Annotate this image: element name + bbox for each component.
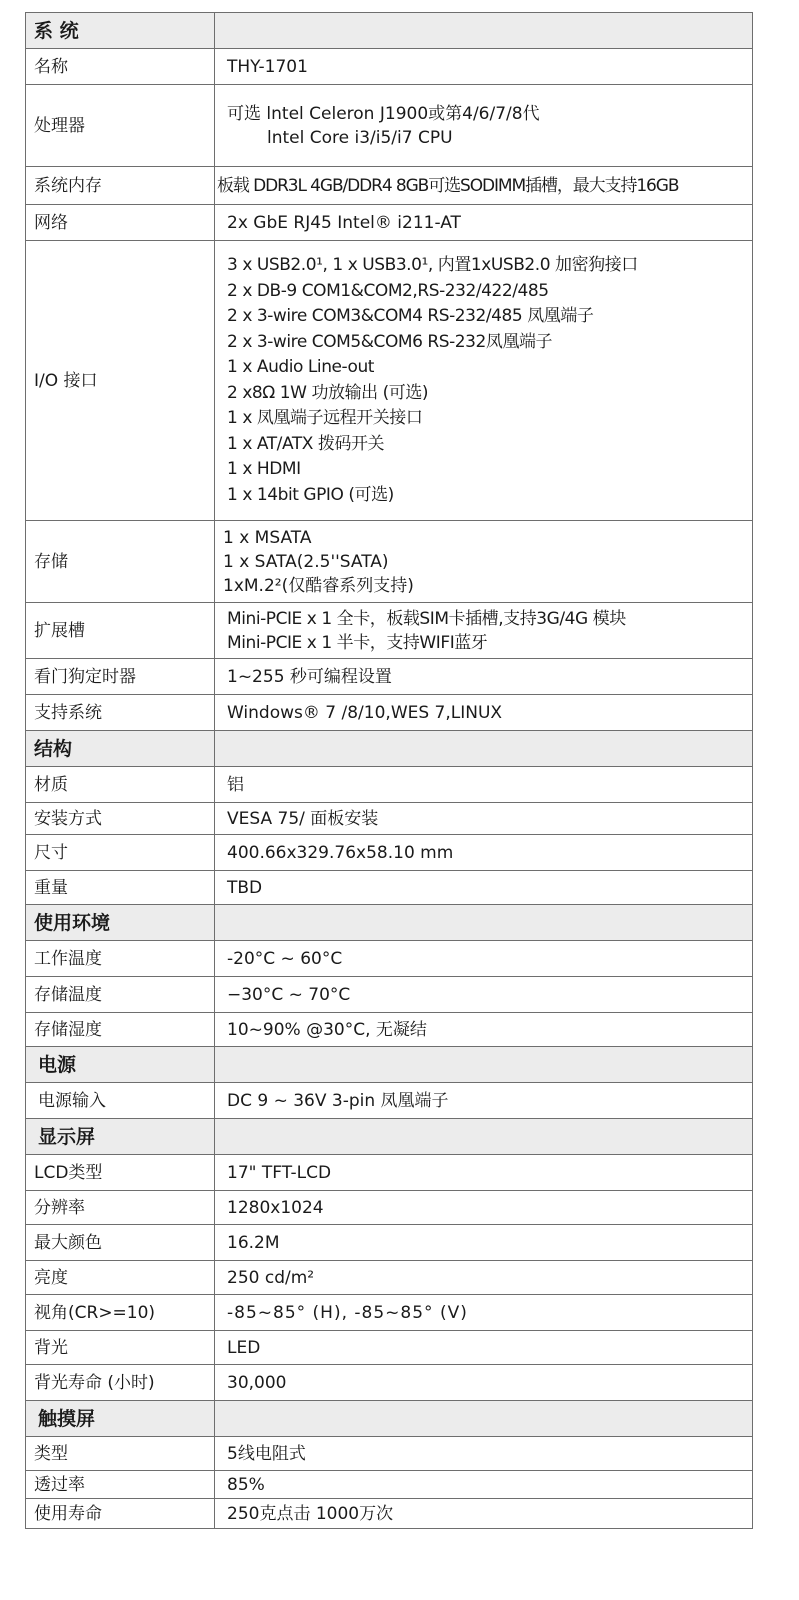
spec-value: Windows® 7 /8/10,WES 7,LINUX (215, 695, 753, 731)
spec-key: 安装方式 (26, 803, 215, 835)
spec-value: 1~255 秒可编程设置 (215, 659, 753, 695)
spec-row (26, 695, 753, 731)
spec-row (26, 835, 753, 871)
spec-key: 视角(CR>=10) (26, 1295, 215, 1331)
section-title: 显示屏 (26, 1119, 215, 1155)
section-header-display (26, 1119, 753, 1155)
spec-row (26, 1499, 753, 1529)
spec-value: 铝 (215, 767, 753, 803)
spec-key: 扩展槽 (26, 603, 215, 659)
section-header-touchscreen (26, 1401, 753, 1437)
section-title: 结构 (26, 731, 215, 767)
spec-key: 重量 (26, 871, 215, 905)
spec-value: VESA 75/ 面板安装 (215, 803, 753, 835)
spec-row (26, 803, 753, 835)
spec-row (26, 977, 753, 1013)
spec-key: 材质 (26, 767, 215, 803)
spec-value: 30,000 (215, 1365, 753, 1401)
section-title: 系 统 (26, 13, 215, 49)
spec-row (26, 521, 753, 603)
spec-row (26, 941, 753, 977)
section-title: 触摸屏 (26, 1401, 215, 1437)
spec-key: 系统内存 (26, 167, 215, 205)
spec-key: 背光寿命 (小时) (26, 1365, 215, 1401)
spec-value: 2x GbE RJ45 Intel® i211-AT (215, 205, 753, 241)
spec-key: 尺寸 (26, 835, 215, 871)
spec-value: TBD (215, 871, 753, 905)
section-title: 电源 (26, 1047, 215, 1083)
spec-row (26, 1295, 753, 1331)
spec-value: -85~85° (H), -85~85° (V) (215, 1295, 753, 1331)
spec-key: 网络 (26, 205, 215, 241)
spec-key: LCD类型 (26, 1155, 215, 1191)
spec-value: -20°C ~ 60°C (215, 941, 753, 977)
spec-row (26, 1155, 753, 1191)
spec-key: 背光 (26, 1331, 215, 1365)
spec-key: 名称 (26, 49, 215, 85)
spec-key: 存储温度 (26, 977, 215, 1013)
spec-table (25, 12, 753, 1529)
spec-key: I/O 接口 (26, 241, 215, 521)
spec-row (26, 871, 753, 905)
spec-key: 电源输入 (26, 1083, 215, 1119)
spec-value: 板载 DDR3L 4GB/DDR4 8GB可选SODIMM插槽，最大支持16GB (215, 167, 753, 205)
spec-value: 250 cd/m² (215, 1261, 753, 1295)
spec-key: 使用寿命 (26, 1499, 215, 1529)
spec-value: Mini-PCIE x 1 全卡，板载SIM卡插槽,支持3G/4G 模块 Mini-PCIE x 1 半卡，支持WIFI蓝牙 (215, 603, 753, 659)
spec-value: 1280x1024 (215, 1191, 753, 1225)
spec-value: DC 9 ~ 36V 3-pin 凤凰端子 (215, 1083, 753, 1119)
spec-row (26, 1365, 753, 1401)
spec-value: 可选 lntel Celeron J1900或第4/6/7/8代 lntel Core i3/i5/i7 CPU (215, 85, 753, 167)
spec-row (26, 167, 753, 205)
spec-row (26, 205, 753, 241)
section-header-structure (26, 731, 753, 767)
spec-row (26, 603, 753, 659)
spec-value: 3 x USB2.0¹, 1 x USB3.0¹, 内置1xUSB2.0 加密狗接口 2 x DB-9 COM1&COM2,RS-232/422/485 2 x 3-wire COM3&COM4 RS-232/485 凤凰端子 2 x 3-wire COM5&COM6 RS-232凤凰端子 1 x Audio Line-out 2 x8Ω 1W 功放输出 (可选) 1 x 凤凰端子远程开关接口 1 x AT/ATX 拨码开关 1 x HDMI 1 x 14bit GPIO (可选) (215, 241, 753, 521)
spec-value: 250克点击 1000万次 (215, 1499, 753, 1529)
spec-key: 分辨率 (26, 1191, 215, 1225)
spec-row (26, 241, 753, 521)
spec-row (26, 49, 753, 85)
section-header-system (26, 13, 753, 49)
spec-value: 400.66x329.76x58.10 mm (215, 835, 753, 871)
spec-value: 85% (215, 1471, 753, 1499)
spec-value: 16.2M (215, 1225, 753, 1261)
spec-row (26, 1013, 753, 1047)
spec-value: THY-1701 (215, 49, 753, 85)
spec-row (26, 1331, 753, 1365)
spec-key: 存储湿度 (26, 1013, 215, 1047)
spec-value: 5线电阻式 (215, 1437, 753, 1471)
spec-key: 亮度 (26, 1261, 215, 1295)
section-header-power (26, 1047, 753, 1083)
spec-key: 最大颜色 (26, 1225, 215, 1261)
section-title: 使用环境 (26, 905, 215, 941)
spec-row (26, 85, 753, 167)
spec-value: 17" TFT-LCD (215, 1155, 753, 1191)
spec-value: 1 x MSATA 1 x SATA(2.5''SATA) 1xM.2²(仅酷睿系列支持) (215, 521, 753, 603)
spec-key: 类型 (26, 1437, 215, 1471)
spec-row (26, 767, 753, 803)
spec-key: 工作温度 (26, 941, 215, 977)
spec-row (26, 1191, 753, 1225)
spec-value: LED (215, 1331, 753, 1365)
spec-value: −30°C ~ 70°C (215, 977, 753, 1013)
spec-key: 处理器 (26, 85, 215, 167)
spec-key: 支持系统 (26, 695, 215, 731)
spec-key: 存储 (26, 521, 215, 603)
spec-key: 看门狗定时器 (26, 659, 215, 695)
spec-value: 10~90% @30°C, 无凝结 (215, 1013, 753, 1047)
spec-row (26, 1261, 753, 1295)
spec-row (26, 1437, 753, 1471)
spec-row (26, 659, 753, 695)
spec-row (26, 1471, 753, 1499)
spec-key: 透过率 (26, 1471, 215, 1499)
spec-row (26, 1225, 753, 1261)
section-header-environment (26, 905, 753, 941)
spec-row (26, 1083, 753, 1119)
